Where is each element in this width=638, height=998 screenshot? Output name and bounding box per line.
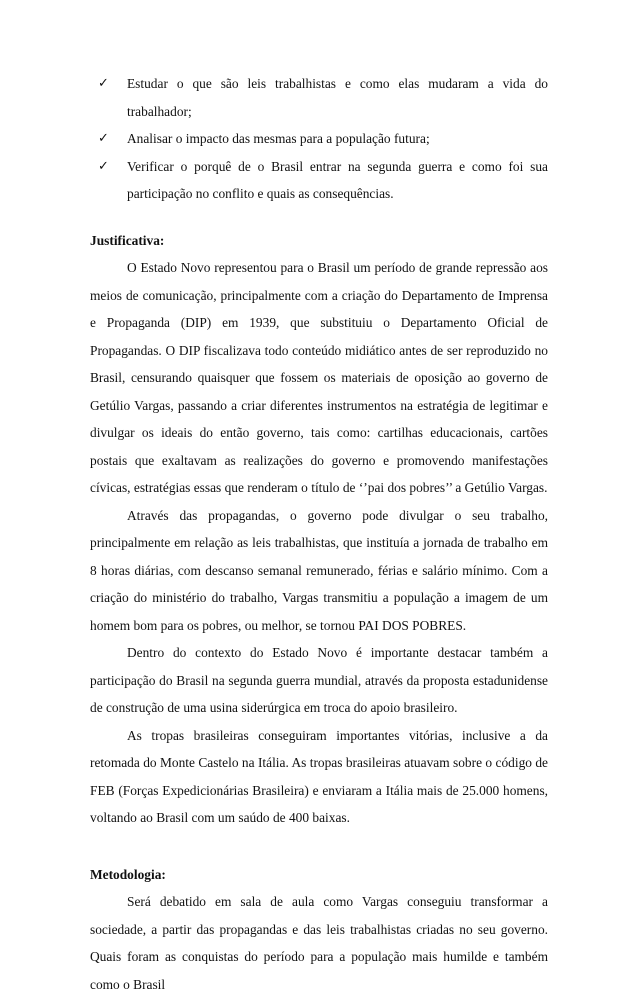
objectives-list <box>90 70 548 208</box>
spacer <box>90 832 548 861</box>
checkmark-icon: ✓ <box>98 158 109 174</box>
section-heading-metodologia: Metodologia: <box>90 866 166 882</box>
objective-text: Verificar o porquê de o Brasil entrar na segunda guerra e como foi sua participação no conflito e quais as consequências. <box>127 158 548 201</box>
objective-text: Analisar o impacto das mesmas para a população futura; <box>127 131 430 146</box>
document-page <box>90 70 548 998</box>
list-item <box>90 70 548 125</box>
paragraph: As tropas brasileiras conseguiram importantes vitórias, inclusive a da retomada do Monte Castelo na Itália. As tropas brasileiras atuavam sobre o código de FEB (Forças Expedicionárias Brasileira) e enviaram a Itália mais de 25.000 homens, voltando ao Brasil com um saúdo de 400 baixas. <box>90 727 548 825</box>
list-item <box>90 125 548 153</box>
checkmark-icon: ✓ <box>98 131 109 146</box>
section-heading-justificativa: Justificativa: <box>90 232 165 248</box>
spacer <box>90 208 548 227</box>
paragraph: Será debatido em sala de aula como Vargas conseguiu transformar a sociedade, a partir das propagandas e das leis trabalhistas criadas no seu governo. Quais foram as conquistas do período para a população mais humilde e também como o Brasil <box>90 894 548 992</box>
paragraph: Através das propagandas, o governo pode divulgar o seu trabalho, principalmente em relação as leis trabalhistas, que instituía a jornada de trabalho em 8 horas diárias, com descanso semanal remunerado, férias e salário mínimo. Com a criação do ministério do trabalho, Vargas transmitiu a população a imagem de um homem bom para os pobres, ou melhor, se tornou PAI DOS POBRES. <box>90 507 548 633</box>
objective-text: Estudar o que são leis trabalhistas e como elas mudaram a vida do trabalhador; <box>127 76 548 119</box>
paragraph: O Estado Novo representou para o Brasil um período de grande repressão aos meios de comunicação, principalmente com a criação do Departamento de Imprensa e Propaganda (DIP) em 1939, que substituiu o Departamento Oficial de Propagandas. O DIP fiscalizava todo conteúdo midiático antes de ser reproduzido no Brasil, censurando quaisquer que fossem os materiais de oposição ao governo de Getúlio Vargas, passando a criar diferentes instrumentos na estratégia de legitimar e divulgar os ideais do então governo, tais como: cartilhas educacionais, cartões postais que exaltavam as realizações do governo e promovendo manifestações cívicas, estratégias essas que renderam o título de ‘’pai dos pobres’’ a Getúlio Vargas. <box>90 260 548 495</box>
checkmark-icon: ✓ <box>98 76 109 91</box>
list-item <box>90 153 548 208</box>
paragraph: Dentro do contexto do Estado Novo é importante destacar também a participação do Brasil na segunda guerra mundial, através da proposta estadunidense de construção de uma usina siderúrgica em troca do apoio brasileiro. <box>90 645 548 715</box>
